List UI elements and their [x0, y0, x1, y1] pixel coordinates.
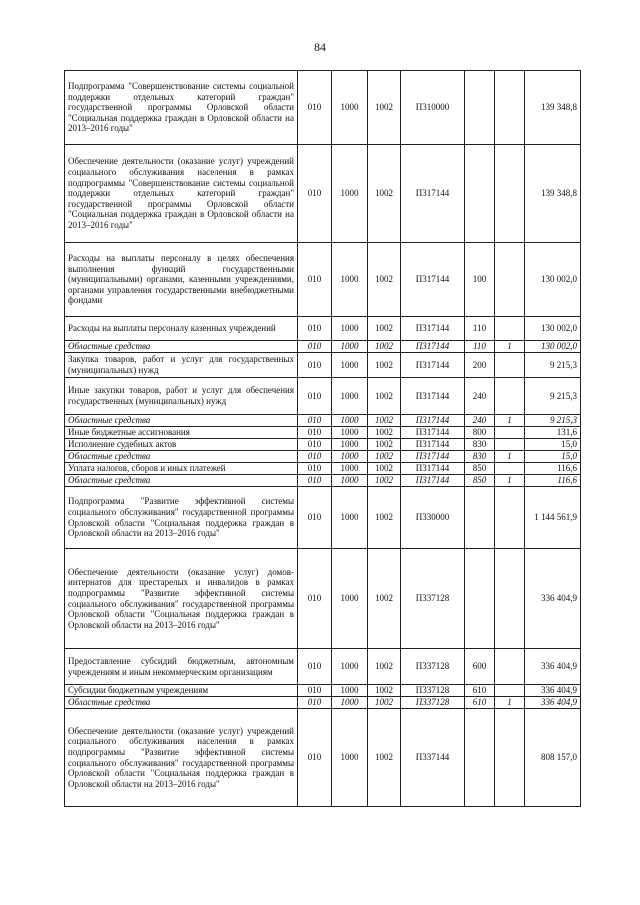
section-code-cell: 1000 [332, 697, 368, 709]
ministry-code-cell: 010 [298, 451, 332, 463]
amount-cell: 336 404,9 [525, 649, 581, 685]
expense-type-cell: 600 [465, 649, 495, 685]
table-row [65, 487, 581, 549]
expense-type-cell: 830 [465, 439, 495, 451]
funding-source-cell [495, 378, 525, 415]
subsection-code-cell: 1002 [368, 415, 401, 427]
expense-type-cell: 610 [465, 697, 495, 709]
subsection-code-cell: 1002 [368, 341, 401, 353]
table-row [65, 427, 581, 439]
table-row [65, 685, 581, 697]
amount-cell: 15,0 [525, 439, 581, 451]
budget-table [64, 70, 581, 807]
amount-cell: 139 348,8 [525, 145, 581, 243]
target-article-cell: П317144 [401, 317, 465, 341]
row-name-cell: Обеспечение деятельности (оказание услуг) учреждений социального обслуживания населения в рамках подпрограммы "Развитие эффективной системы социального обслуживания" государственной программы Орловской области "Социальная поддержка граждан в Орловской области на 2013–2016 годы" [65, 709, 298, 807]
amount-cell: 808 157,0 [525, 709, 581, 807]
ministry-code-cell: 010 [298, 243, 332, 317]
funding-source-cell: 1 [495, 697, 525, 709]
row-name-cell: Обеспечение деятельности (оказание услуг) домов-интернатов для престарелых и инвалидов в рамках подпрограммы "Развитие эффективной системы социального обслуживания" государственной программы Орловской области "Социальная поддержка граждан в Орловской области на 2013–2016 годы" [65, 549, 298, 649]
section-code-cell: 1000 [332, 649, 368, 685]
row-name-cell: Исполнение судебных актов [65, 439, 298, 451]
table-row [65, 243, 581, 317]
expense-type-cell [465, 71, 495, 145]
expense-type-cell: 830 [465, 451, 495, 463]
ministry-code-cell: 010 [298, 145, 332, 243]
table-row [65, 697, 581, 709]
amount-cell: 9 215,3 [525, 353, 581, 378]
section-code-cell: 1000 [332, 341, 368, 353]
table-row [65, 439, 581, 451]
funding-source-cell: 1 [495, 341, 525, 353]
expense-type-cell: 110 [465, 317, 495, 341]
table-row [65, 709, 581, 807]
target-article-cell: П337128 [401, 697, 465, 709]
target-article-cell: П317144 [401, 427, 465, 439]
ministry-code-cell: 010 [298, 427, 332, 439]
funding-source-cell [495, 317, 525, 341]
amount-cell: 336 404,9 [525, 549, 581, 649]
subsection-code-cell: 1002 [368, 378, 401, 415]
amount-cell: 336 404,9 [525, 685, 581, 697]
section-code-cell: 1000 [332, 475, 368, 487]
section-code-cell: 1000 [332, 709, 368, 807]
page-number: 84 [314, 40, 326, 54]
ministry-code-cell: 010 [298, 415, 332, 427]
expense-type-cell: 850 [465, 475, 495, 487]
row-name-cell: Областные средства [65, 341, 298, 353]
table-row [65, 71, 581, 145]
subsection-code-cell: 1002 [368, 317, 401, 341]
subsection-code-cell: 1002 [368, 697, 401, 709]
target-article-cell: П317144 [401, 475, 465, 487]
amount-cell: 139 348,8 [525, 71, 581, 145]
ministry-code-cell: 010 [298, 378, 332, 415]
ministry-code-cell: 010 [298, 649, 332, 685]
table-row [65, 378, 581, 415]
row-name-cell: Областные средства [65, 697, 298, 709]
ministry-code-cell: 010 [298, 475, 332, 487]
table-row [65, 415, 581, 427]
expense-type-cell: 800 [465, 427, 495, 439]
funding-source-cell [495, 685, 525, 697]
section-code-cell: 1000 [332, 317, 368, 341]
funding-source-cell: 1 [495, 415, 525, 427]
ministry-code-cell: 010 [298, 317, 332, 341]
section-code-cell: 1000 [332, 463, 368, 475]
subsection-code-cell: 1002 [368, 649, 401, 685]
table-row [65, 353, 581, 378]
ministry-code-cell: 010 [298, 341, 332, 353]
row-name-cell: Обеспечение деятельности (оказание услуг) учреждений социального обслуживания населения в рамках подпрограммы "Совершенствование системы социальной поддержки отдельных категорий граждан" государственной программы Орловской области "Социальная поддержка граждан в Орловской области на 2013–2016 годы" [65, 145, 298, 243]
section-code-cell: 1000 [332, 439, 368, 451]
ministry-code-cell: 010 [298, 487, 332, 549]
row-name-cell: Иные бюджетные ассигнования [65, 427, 298, 439]
target-article-cell: П317144 [401, 353, 465, 378]
ministry-code-cell: 010 [298, 439, 332, 451]
amount-cell: 1 144 561,9 [525, 487, 581, 549]
subsection-code-cell: 1002 [368, 427, 401, 439]
row-name-cell: Субсидии бюджетным учреждениям [65, 685, 298, 697]
target-article-cell: П330000 [401, 487, 465, 549]
row-name-cell: Областные средства [65, 451, 298, 463]
table-row [65, 317, 581, 341]
target-article-cell: П310000 [401, 71, 465, 145]
amount-cell: 116,6 [525, 463, 581, 475]
funding-source-cell [495, 463, 525, 475]
funding-source-cell [495, 439, 525, 451]
ministry-code-cell: 010 [298, 549, 332, 649]
expense-type-cell: 200 [465, 353, 495, 378]
table-row [65, 451, 581, 463]
ministry-code-cell: 010 [298, 71, 332, 145]
funding-source-cell [495, 145, 525, 243]
target-article-cell: П337128 [401, 685, 465, 697]
funding-source-cell: 1 [495, 451, 525, 463]
section-code-cell: 1000 [332, 353, 368, 378]
subsection-code-cell: 1002 [368, 475, 401, 487]
subsection-code-cell: 1002 [368, 549, 401, 649]
section-code-cell: 1000 [332, 145, 368, 243]
target-article-cell: П337144 [401, 709, 465, 807]
funding-source-cell [495, 649, 525, 685]
section-code-cell: 1000 [332, 427, 368, 439]
target-article-cell: П317144 [401, 451, 465, 463]
table-row [65, 549, 581, 649]
target-article-cell: П317144 [401, 341, 465, 353]
subsection-code-cell: 1002 [368, 243, 401, 317]
target-article-cell: П317144 [401, 145, 465, 243]
funding-source-cell [495, 243, 525, 317]
subsection-code-cell: 1002 [368, 709, 401, 807]
target-article-cell: П337128 [401, 549, 465, 649]
row-name-cell: Расходы на выплаты персоналу в целях обеспечения выполнения функций государственными (муниципальными) органами, казенными учреждениями, органами управления государственными внебюджетными фондами [65, 243, 298, 317]
amount-cell: 130 002,0 [525, 317, 581, 341]
target-article-cell: П317144 [401, 463, 465, 475]
section-code-cell: 1000 [332, 243, 368, 317]
table-row [65, 475, 581, 487]
table-row [65, 341, 581, 353]
funding-source-cell [495, 427, 525, 439]
target-article-cell: П317144 [401, 415, 465, 427]
row-name-cell: Иные закупки товаров, работ и услуг для обеспечения государственных (муниципальных) нужд [65, 378, 298, 415]
expense-type-cell: 110 [465, 341, 495, 353]
row-name-cell: Областные средства [65, 475, 298, 487]
funding-source-cell: 1 [495, 475, 525, 487]
section-code-cell: 1000 [332, 451, 368, 463]
table-row [65, 649, 581, 685]
target-article-cell: П317144 [401, 378, 465, 415]
subsection-code-cell: 1002 [368, 353, 401, 378]
table-row [65, 463, 581, 475]
expense-type-cell: 610 [465, 685, 495, 697]
funding-source-cell [495, 709, 525, 807]
expense-type-cell [465, 549, 495, 649]
ministry-code-cell: 010 [298, 709, 332, 807]
ministry-code-cell: 010 [298, 463, 332, 475]
ministry-code-cell: 010 [298, 697, 332, 709]
amount-cell: 131,6 [525, 427, 581, 439]
row-name-cell: Подпрограмма "Совершенствование системы социальной поддержки отдельных категорий граждан" государственной программы Орловской области "Социальная поддержка граждан в Орловской области на 2013–2016 годы" [65, 71, 298, 145]
subsection-code-cell: 1002 [368, 145, 401, 243]
target-article-cell: П317144 [401, 243, 465, 317]
subsection-code-cell: 1002 [368, 71, 401, 145]
target-article-cell: П337128 [401, 649, 465, 685]
subsection-code-cell: 1002 [368, 685, 401, 697]
expense-type-cell [465, 709, 495, 807]
ministry-code-cell: 010 [298, 685, 332, 697]
expense-type-cell [465, 487, 495, 549]
target-article-cell: П317144 [401, 439, 465, 451]
table-row [65, 145, 581, 243]
section-code-cell: 1000 [332, 415, 368, 427]
row-name-cell: Предоставление субсидий бюджетным, автономным учреждениям и иным некоммерческим организациям [65, 649, 298, 685]
amount-cell: 9 215,3 [525, 378, 581, 415]
subsection-code-cell: 1002 [368, 463, 401, 475]
funding-source-cell [495, 353, 525, 378]
row-name-cell: Уплата налогов, сборов и иных платежей [65, 463, 298, 475]
expense-type-cell [465, 145, 495, 243]
amount-cell: 116,6 [525, 475, 581, 487]
expense-type-cell: 240 [465, 378, 495, 415]
amount-cell: 336 404,9 [525, 697, 581, 709]
funding-source-cell [495, 487, 525, 549]
section-code-cell: 1000 [332, 378, 368, 415]
section-code-cell: 1000 [332, 487, 368, 549]
subsection-code-cell: 1002 [368, 487, 401, 549]
row-name-cell: Подпрограмма "Развитие эффективной системы социального обслуживания" государственной программы Орловской области "Социальная поддержка граждан в Орловской области на 2013–2016 годы" [65, 487, 298, 549]
funding-source-cell [495, 71, 525, 145]
section-code-cell: 1000 [332, 685, 368, 697]
section-code-cell: 1000 [332, 549, 368, 649]
expense-type-cell: 100 [465, 243, 495, 317]
row-name-cell: Областные средства [65, 415, 298, 427]
expense-type-cell: 240 [465, 415, 495, 427]
section-code-cell: 1000 [332, 71, 368, 145]
funding-source-cell [495, 549, 525, 649]
subsection-code-cell: 1002 [368, 439, 401, 451]
amount-cell: 130 002,0 [525, 243, 581, 317]
row-name-cell: Закупка товаров, работ и услуг для государственных (муниципальных) нужд [65, 353, 298, 378]
row-name-cell: Расходы на выплаты персоналу казенных учреждений [65, 317, 298, 341]
amount-cell: 9 215,3 [525, 415, 581, 427]
ministry-code-cell: 010 [298, 353, 332, 378]
subsection-code-cell: 1002 [368, 451, 401, 463]
amount-cell: 130 002,0 [525, 341, 581, 353]
amount-cell: 15,0 [525, 451, 581, 463]
expense-type-cell: 850 [465, 463, 495, 475]
